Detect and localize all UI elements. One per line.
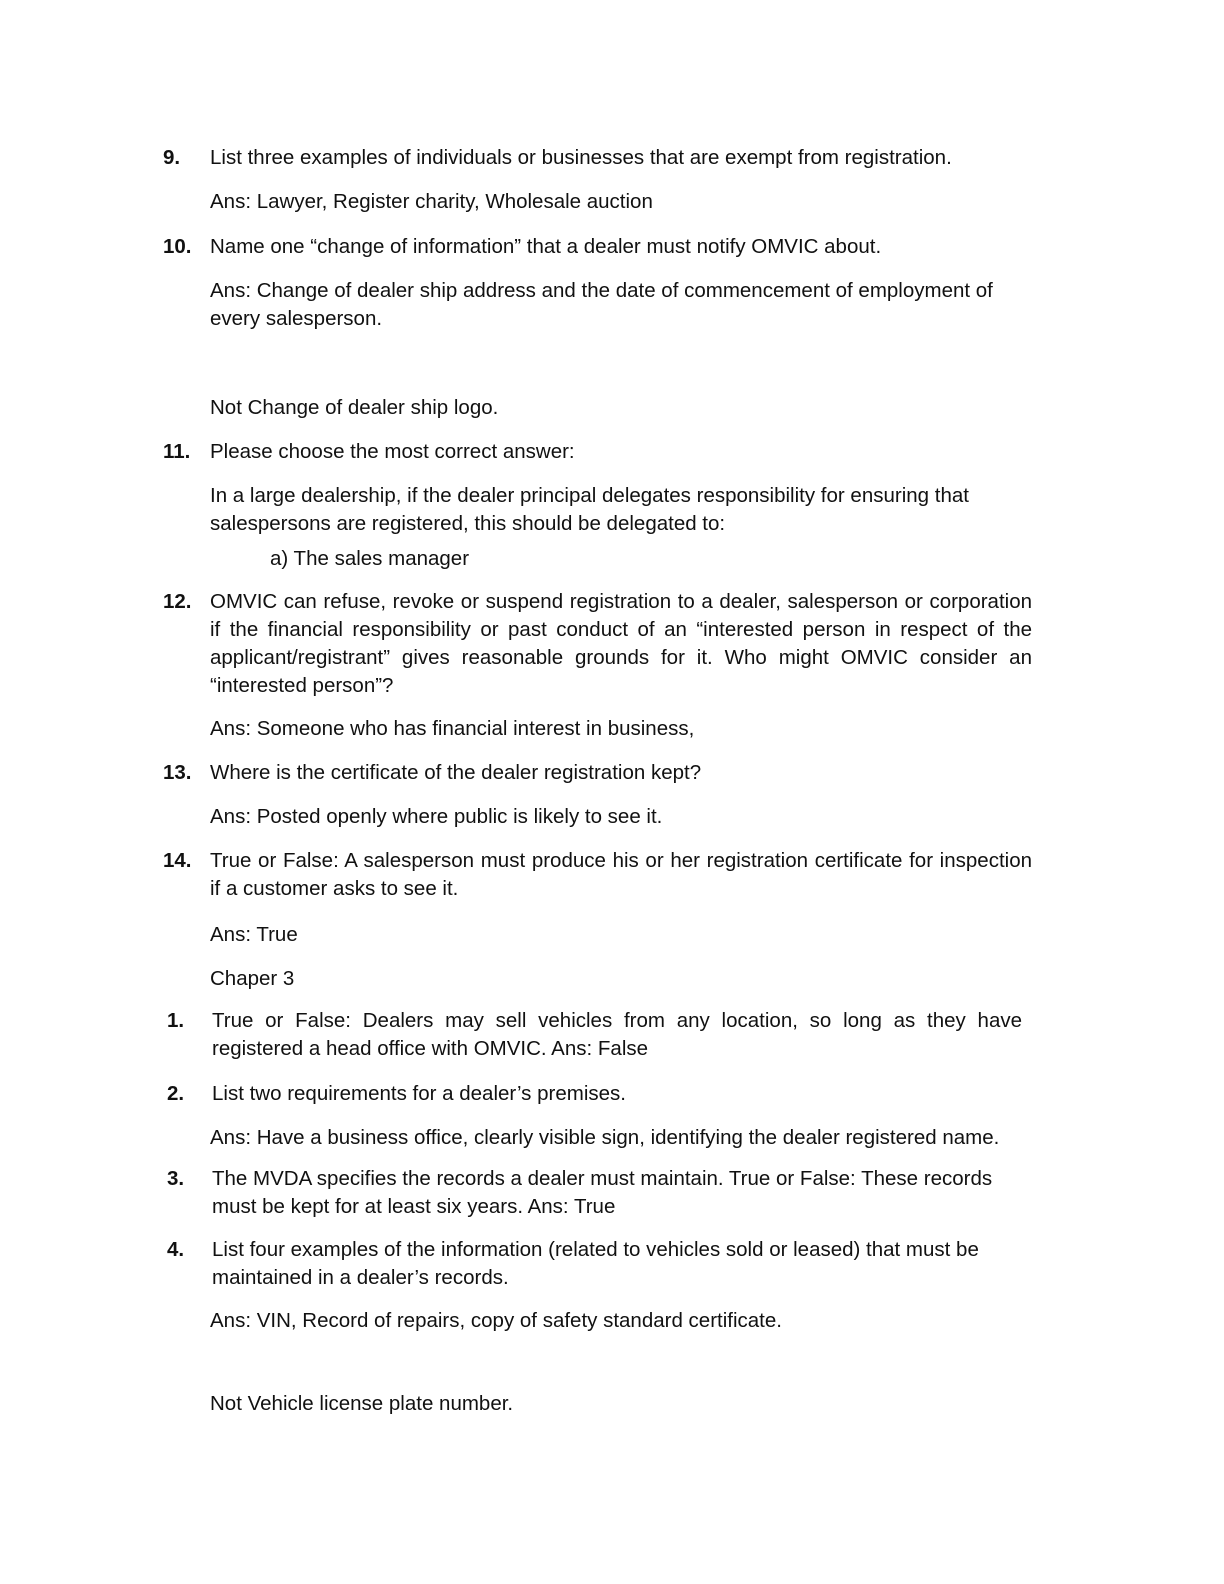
question-number: 1. [167, 1009, 185, 1032]
answer-note: Not Vehicle license plate number. [210, 1392, 514, 1415]
question-text: List four examples of the information (related to vehicles sold or leased) that must be maintained in a dealer’s records. [212, 1238, 979, 1289]
question-number: 2. [167, 1082, 185, 1105]
question-text: Where is the certificate of the dealer registration kept? [210, 761, 702, 784]
question-number: 13. [163, 761, 192, 784]
answer-text: Ans: Have a business office, clearly visible sign, identifying the dealer registered name. [210, 1126, 1000, 1149]
question-text: OMVIC can refuse, revoke or suspend registration to a dealer, salesperson or corporation if the financial responsibility or past conduct of an “interested person in respect of the applicant/registrant” gives reasonable grounds for it. Who might OMVIC consider an “interested person”? [210, 590, 1032, 697]
question-number: 11. [163, 440, 191, 463]
answer-text: Ans: Change of dealer ship address and the date of commencement of employment of every salesperson. [210, 279, 993, 330]
answer-text: Ans: True [210, 923, 298, 946]
question-text: True or False: A salesperson must produce his or her registration certificate for inspection if a customer asks to see it. [210, 849, 1032, 900]
chapter-heading: Chaper 3 [210, 967, 295, 990]
question-text: True or False: Dealers may sell vehicles from any location, so long as they have registered a head office with OMVIC. Ans: False [212, 1009, 1022, 1060]
question-number: 14. [163, 849, 192, 872]
question-number: 10. [163, 235, 192, 258]
answer-text: Ans: Lawyer, Register charity, Wholesale auction [210, 190, 653, 213]
question-number: 4. [167, 1238, 185, 1261]
question-number: 9. [163, 146, 181, 169]
question-number: 12. [163, 590, 192, 613]
answer-note: Not Change of dealer ship logo. [210, 396, 499, 419]
answer-text: Ans: Someone who has financial interest in business, [210, 717, 695, 740]
answer-text: Ans: VIN, Record of repairs, copy of safety standard certificate. [210, 1309, 782, 1332]
question-text: The MVDA specifies the records a dealer must maintain. True or False: These records must be kept for at least six years. Ans: True [212, 1167, 993, 1218]
answer-text: Ans: Posted openly where public is likely to see it. [210, 805, 663, 828]
question-number: 3. [167, 1167, 185, 1190]
question-detail: In a large dealership, if the dealer principal delegates responsibility for ensuring that salespersons are registered, this should be delegated to: [210, 484, 969, 535]
question-text: List two requirements for a dealer’s premises. [212, 1082, 626, 1105]
question-text: Please choose the most correct answer: [210, 440, 575, 463]
answer-text: a) The sales manager [270, 547, 470, 570]
question-text: List three examples of individuals or businesses that are exempt from registration. [210, 146, 952, 169]
question-text: Name one “change of information” that a dealer must notify OMVIC about. [210, 235, 882, 258]
